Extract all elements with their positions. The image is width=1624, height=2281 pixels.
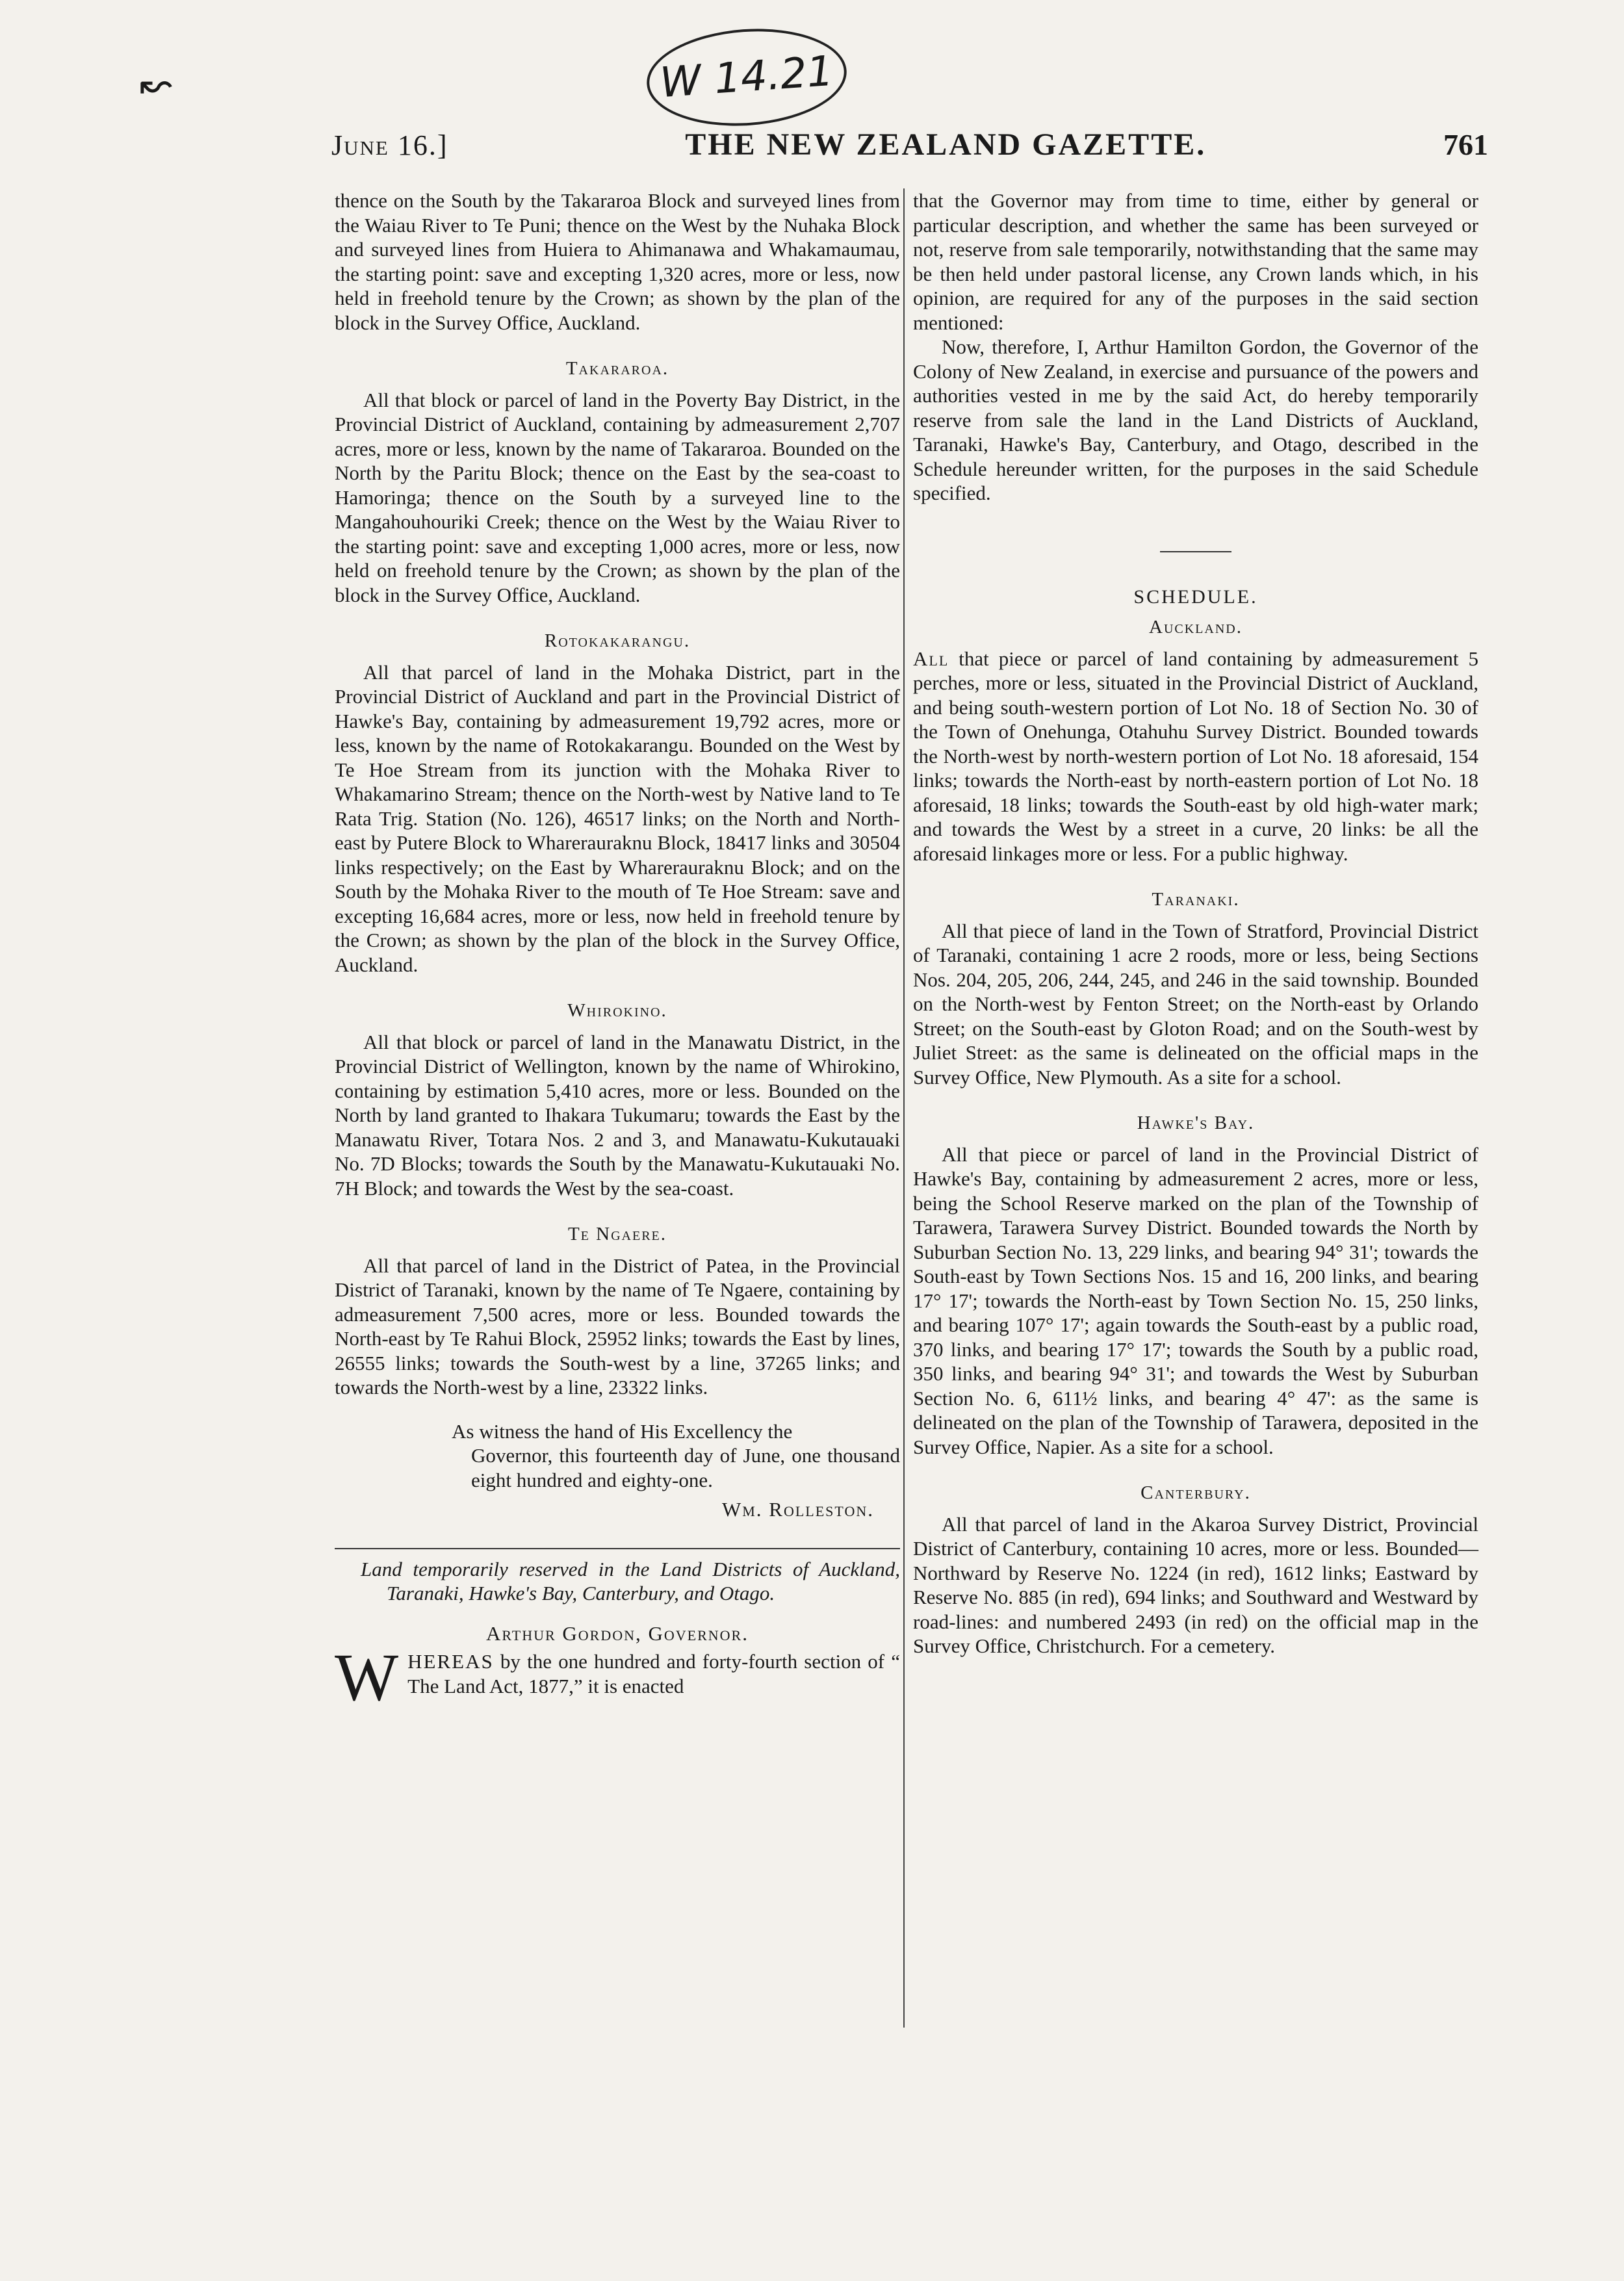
whereas-paragraph	[335, 1640, 900, 1715]
witness-clause	[452, 1419, 900, 1493]
paragraph: thence on the South by the Takararoa Block and surveyed lines from the Waiau River to Te Puni; thence on the West by the Nuhaka Block and surveyed lines from Huiera to Ahimanawa and Whakamaumau, the starting point: save and excepting 1,320 acres, more or less, now held in freehold tenure by the Crown; as shown by the plan of the block in the Survey Office, Auckland.	[335, 189, 900, 334]
signature: Wm. Rolleston.	[721, 1498, 874, 1521]
section-heading: Whirokino.	[567, 1000, 667, 1021]
paragraph: All that parcel of land in the Akaroa Survey District, Provincial District of Canterbury, containing 10 acres, more or less. Bounded—Northward by Reserve No. 1224 (in red), 1612 links; Eastward by Reserve No. 885 (in red), 694 links; and Southward and Westward by road-lines: and numbered 2493 (in red) on the official map in the Survey Office, Christchurch. For a cemetery.	[913, 1512, 1478, 1657]
paragraph: All that parcel of land in the Mohaka District, part in the Provincial District of Auckland and part in the Provincial District of Hawke's Bay, containing by admeasurement 19,792 acres, more or less, known by the name of Rotokakarangu. Bounded on the West by Te Hoe Stream from its junction with the Mohaka River to Whakamarino Stream; thence on the North-west by Native land to Te Rata Trig. Station (No. 126), 46517 links; on the North and North-east by Putere Block to Wharerauraknu Block, 18417 links and 30504 links respectively; on the East by Wharerauraknu Block; and on the South by the Mohaka River to the mouth of Te Hoe Stream: save and excepting 16,684 acres, more or less, now held in freehold tenure by the Crown; as shown by the plan of the block in the Survey Office, Auckland.	[335, 660, 900, 976]
section-rule	[335, 1548, 900, 1549]
paragraph: that the Governor may from time to time, either by general or particular description, and whether the same has been surveyed or not, reserve from sale temporarily, notwithstanding that the same may be then held under pastoral license, any Crown lands which, in his opinion, are required for any of the purposes in the said section mentioned:	[913, 189, 1478, 334]
paragraph-text: that piece or parcel of land containing by admeasurement 5 perches, more or less, situated in the Provincial District of Auckland, and being south-western portion of Lot No. 18 of Section No. 30 of the Town of Onehunga, Otahuhu Survey District. Bounded towards the North-west by north-western portion of Lot No. 18 aforesaid, 154 links; towards the North-east by north-eastern portion of Lot No. 18 aforesaid, 18 links; towards the South-east by old high-water mark; and towards the West by a street in a curve, 20 links: be all the aforesaid linkages more or less. For a public highway.	[913, 647, 1478, 865]
witness-line: Governor, this fourteenth day of June, one thousand eight hundred and eighty-one.	[471, 1444, 900, 1491]
first-word: HEREAS	[407, 1650, 494, 1673]
schedule-heading: SCHEDULE.	[1133, 586, 1258, 608]
handwritten-stamp: W 14.21	[643, 22, 850, 132]
page-number: 761	[1443, 128, 1488, 161]
paragraph-text: by the one hundred and forty-fourth section of “ The Land Act, 1877,” it is enacted	[407, 1650, 900, 1697]
paragraph: All that parcel of land in the District of Patea, in the Provincial District of Taranaki, known by the name of Te Ngaere, containing by admeasurement 7,500 acres, more or less. Bounded towards the North-east by Te Rahui Block, 25952 links; towards the East by lines, 26555 links; towards the South-west by a line, 37265 links; and towards the North-west by a line, 23322 links.	[335, 1254, 900, 1398]
paragraph: All that piece or parcel of land in the Provincial District of Hawke's Bay, containing by admeasurement 2 acres, more or less, being the School Reserve marked on the plan of the Township of Tarawera, Tarawera Survey District. Bounded towards the North by Suburban Section No. 13, 229 links, and bearing 94° 31'; towards the South-east by Town Sections Nos. 15 and 16, 200 links, and bearing 17° 17'; towards the North-east by Town Section No. 15, 250 links, and bearing 107° 17'; again towards the South-east by a public road, 370 links, and bearing 17° 17'; towards the South by a public road, 350 links, and bearing 94° 31'; and towards the West by Suburban Section No. 6, 611½ links, and bearing 4° 47': as the same is delineated on the plan of the Township of Tarawera, deposited in the Survey Office, Napier. As a site for a school.	[913, 1142, 1478, 1458]
section-heading: Takararoa.	[565, 358, 669, 379]
section-heading: Hawke's Bay.	[1137, 1113, 1255, 1133]
right-column	[913, 188, 1478, 1658]
paragraph	[913, 647, 1478, 866]
section-heading: Te Ngaere.	[567, 1224, 667, 1244]
section-heading: Rotokakarangu.	[544, 630, 691, 651]
handwritten-mark: ↜	[140, 62, 173, 107]
page-header	[331, 127, 1488, 172]
witness-line: As witness the hand of His Excellency the	[452, 1419, 793, 1443]
paragraph: All that block or parcel of land in the Poverty Bay District, in the Provincial District of Auckland, containing by admeasurement 2,707 acres, more or less, known by the name of Takararoa. Bounded on the North by the Paritu Block; thence on the East by the sea-coast to Hamoringa; thence on the South by a surveyed line to the Mangahouhouriki Creek; thence on the West by the Waiau River to the starting point: save and excepting 1,000 acres, more or less, now held on freehold tenure by the Crown; as shown by the plan of the block in the Survey Office, Auckland.	[335, 388, 900, 606]
short-rule	[1160, 551, 1231, 552]
section-heading: Auckland.	[1149, 617, 1243, 638]
first-word: All	[913, 647, 949, 670]
proclamation-title: Land temporarily reserved in the Land Districts of Auckland, Taranaki, Hawke's Bay, Canterbury, and Otago.	[361, 1557, 900, 1604]
drop-cap: W	[335, 1640, 399, 1715]
paragraph: All that piece of land in the Town of Stratford, Provincial District of Taranaki, containing 1 acre 2 roods, more or less, being Sections Nos. 204, 205, 206, 244, 245, and 246 in the said township. Bounded on the North-west by Fenton Street; on the North-east by Orlando Street; on the South-east by Gloton Road; and on the South-west by Juliet Street: as the same is delineated on the official maps in the Survey Office, New Plymouth. As a site for a school.	[913, 919, 1478, 1089]
section-heading: Taranaki.	[1152, 889, 1240, 910]
paragraph: All that block or parcel of land in the Manawatu District, in the Provincial District of Wellington, known by the name of Whirokino, containing by estimation 5,410 acres, more or less. Bounded on the North by land granted to Ihakara Tukumaru; towards the East by the Manawatu River, Totara Nos. 2 and 3, and Manawatu-Kukutauaki No. 7D Blocks; towards the South by the Manawatu-Kukutauaki No. 7H Block; and towards the West by the sea-coast.	[335, 1030, 900, 1200]
governor-line: Arthur Gordon, Governor.	[486, 1621, 749, 1645]
paragraph: Now, therefore, I, Arthur Hamilton Gordon, the Governor of the Colony of New Zealand, in exercise and pursuance of the powers and authorities vested in me by the said Act, do hereby temporarily reserve from sale the land in the Land Districts of Auckland, Taranaki, Hawke's Bay, Canterbury, and Otago, described in the Schedule hereunder written, for the purposes in the said Schedule specified.	[913, 335, 1478, 504]
gazette-title: THE NEW ZEALAND GAZETTE.	[685, 127, 1207, 162]
column-divider	[903, 188, 905, 2028]
header-date: June 16.]	[331, 129, 448, 161]
section-heading: Canterbury.	[1141, 1482, 1251, 1503]
left-column	[335, 188, 900, 1715]
